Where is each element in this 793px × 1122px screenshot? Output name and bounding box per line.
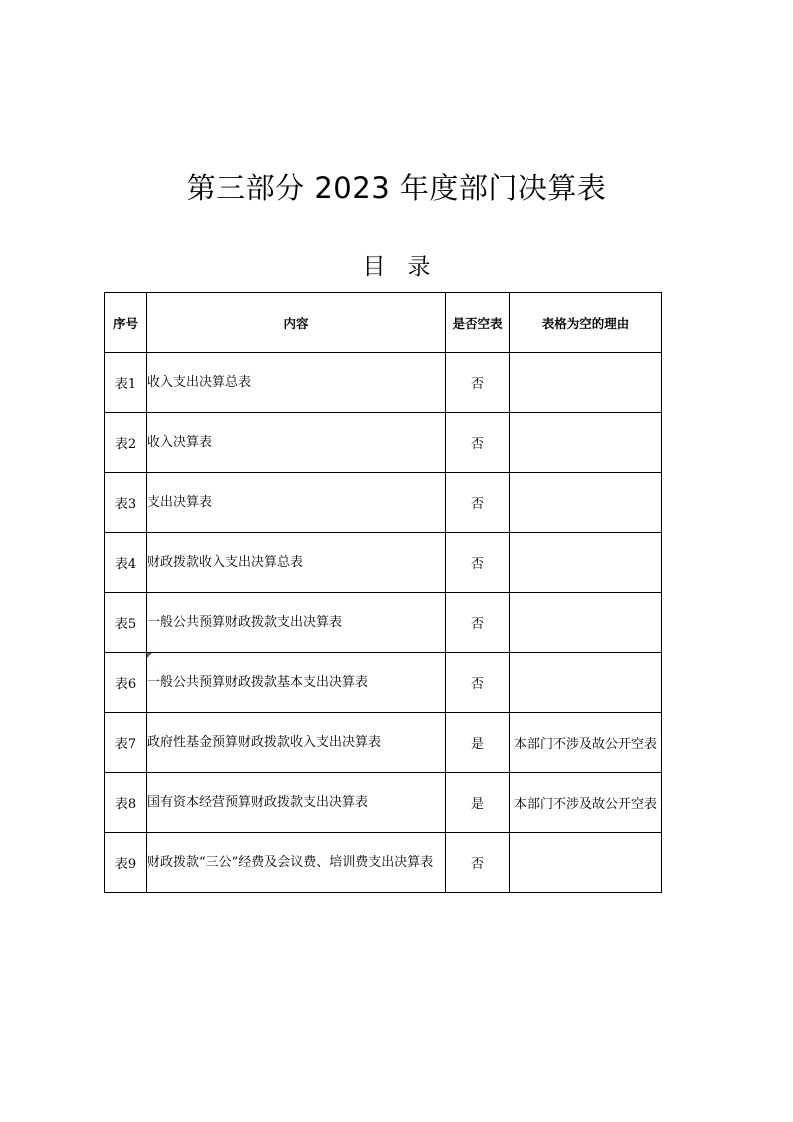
header-is-empty: 是否空表	[446, 293, 510, 353]
row-reason: 本部门不涉及故公开空表	[510, 773, 662, 833]
row-no: 表3	[105, 473, 147, 533]
row-no: 表5	[105, 593, 147, 653]
row-no: 表8	[105, 773, 147, 833]
page-subtitle: 目录	[362, 254, 453, 280]
row-content: 一般公共预算财政拨款基本支出决算表	[147, 674, 369, 690]
row-is-empty: 否	[446, 353, 510, 413]
row-no: 表2	[105, 413, 147, 473]
page-title: 第三部分 2023 年度部门决算表	[186, 171, 607, 205]
row-no: 表9	[105, 833, 147, 893]
table-row	[105, 533, 662, 593]
row-is-empty: 否	[446, 653, 510, 713]
table-row	[105, 773, 662, 833]
row-content-cell	[147, 653, 446, 713]
cell-comment-marker	[147, 653, 152, 658]
header-reason: 表格为空的理由	[510, 293, 662, 353]
table-row	[105, 413, 662, 473]
table-header-row	[105, 293, 662, 353]
row-reason	[510, 653, 662, 713]
toc-table	[104, 292, 662, 893]
row-is-empty: 否	[446, 533, 510, 593]
table-row	[105, 713, 662, 773]
row-content: 支出决算表	[147, 473, 446, 533]
row-content: 政府性基金预算财政拨款收入支出决算表	[147, 713, 446, 773]
row-is-empty: 是	[446, 713, 510, 773]
row-reason	[510, 473, 662, 533]
row-is-empty: 否	[446, 593, 510, 653]
row-reason: 本部门不涉及故公开空表	[510, 713, 662, 773]
header-no: 序号	[105, 293, 147, 353]
row-no: 表1	[105, 353, 147, 413]
row-no: 表7	[105, 713, 147, 773]
table-row	[105, 593, 662, 653]
row-content: 财政拨款“三公”经费及会议费、培训费支出决算表	[147, 833, 446, 893]
row-reason	[510, 413, 662, 473]
row-reason	[510, 833, 662, 893]
row-content: 一般公共预算财政拨款支出决算表	[147, 593, 446, 653]
table-row	[105, 473, 662, 533]
row-is-empty: 是	[446, 773, 510, 833]
row-reason	[510, 353, 662, 413]
row-content: 国有资本经营预算财政拨款支出决算表	[147, 773, 446, 833]
header-content: 内容	[147, 293, 446, 353]
table-row	[105, 653, 662, 713]
row-is-empty: 否	[446, 413, 510, 473]
row-reason	[510, 533, 662, 593]
row-no: 表4	[105, 533, 147, 593]
row-content: 财政拨款收入支出决算总表	[147, 533, 446, 593]
row-is-empty: 否	[446, 473, 510, 533]
table-row	[105, 833, 662, 893]
row-is-empty: 否	[446, 833, 510, 893]
table-row	[105, 353, 662, 413]
row-no: 表6	[105, 653, 147, 713]
row-reason	[510, 593, 662, 653]
row-content: 收入支出决算总表	[147, 353, 446, 413]
row-content: 收入决算表	[147, 413, 446, 473]
